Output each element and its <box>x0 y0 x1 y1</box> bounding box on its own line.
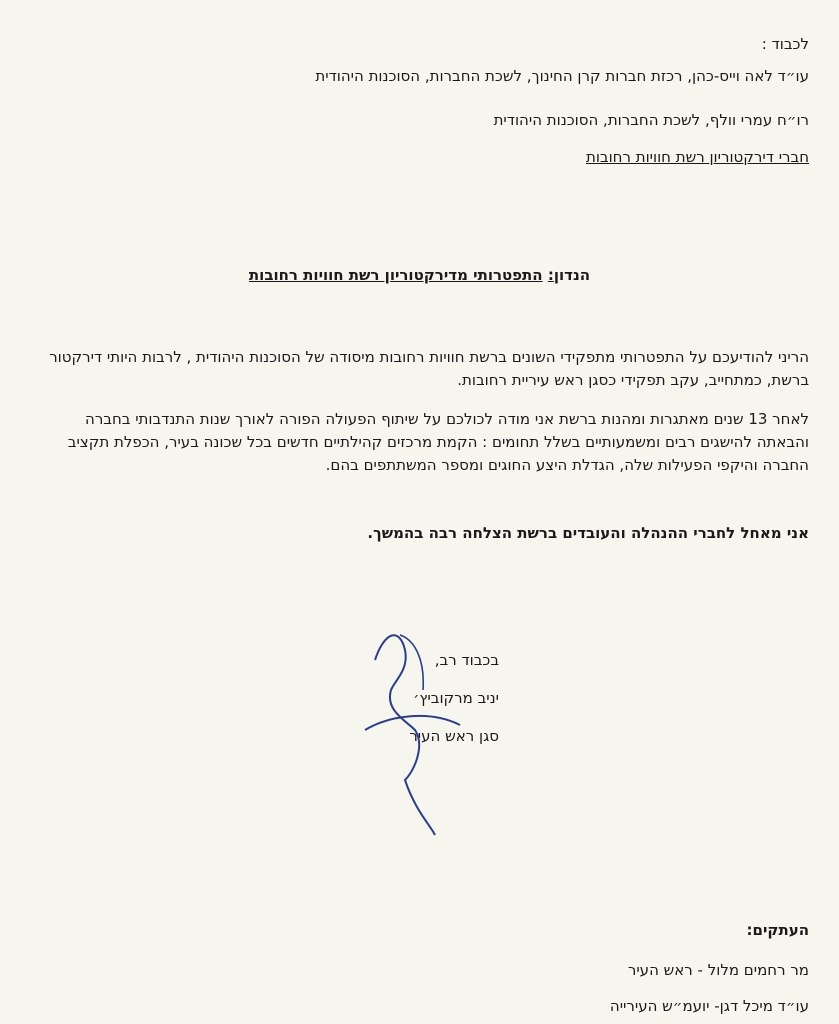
signature-name: יניב מרקוביץ׳ <box>413 689 499 707</box>
recipient-1: עו״ד לאה וייס-כהן, רכזת חברות קרן החינוך, לשכת החברות, הסוכנות היהודית <box>315 67 809 85</box>
body-paragraph-2: לאחר 13 שנים מאתגרות ומהנות ברשת אני מודה לכולכם על שיתוף הפעולה הפורה לאורך שנות התנדבותי בחברה והבאתה להישגים רבים ומשמעותיים בשלל תחומים : הקמת מרכזים קהילתיים חדשים בכל שכונה בעיר, הכפלת תקציב החברה והיקפי הפעילות שלה, הגדלת היצע החוגים ומספר המשתתפים בהם. <box>67 410 809 474</box>
subject-prefix: הנדון <box>553 266 591 284</box>
recipient-3: חברי דירקטוריון רשת חוויות רחובות <box>585 148 809 166</box>
signature-title: סגן ראש העיר <box>409 727 499 745</box>
copy-recipient-1: מר רחמים מלול - ראש העיר <box>627 961 809 979</box>
body-paragraph-3: אני מאחל לחברי ההנהלה והעובדים ברשת הצלחה רבה בהמשך. <box>367 524 809 542</box>
recipient-2: רו״ח עמרי וולף, לשכת החברות, הסוכנות היהודית <box>493 111 809 129</box>
copy-recipient-2: עו״ד מיכל דגן- יועמ״ש העירייה <box>609 997 809 1015</box>
handwritten-signature <box>345 620 485 840</box>
subject-text: התפטרותי מדירקטוריון רשת חוויות רחובות <box>248 266 543 284</box>
greeting: לכבוד : <box>761 35 809 53</box>
signature-closing: בכבוד רב, <box>434 651 499 669</box>
copies-heading: העתקים: <box>746 921 809 939</box>
body-paragraph-1: הריני להודיעכם על התפטרותי מתפקידי השונים ברשת חוויות רחובות מיסודה של הסוכנות היהודית , לרבות היותי דירקטור ברשת, כמתחייב, עקב תפקידי כסגן ראש עיריית רחובות. <box>49 348 809 389</box>
subject-line: הנדון: התפטרותי מדירקטוריון רשת חוויות רחובות <box>248 266 591 284</box>
